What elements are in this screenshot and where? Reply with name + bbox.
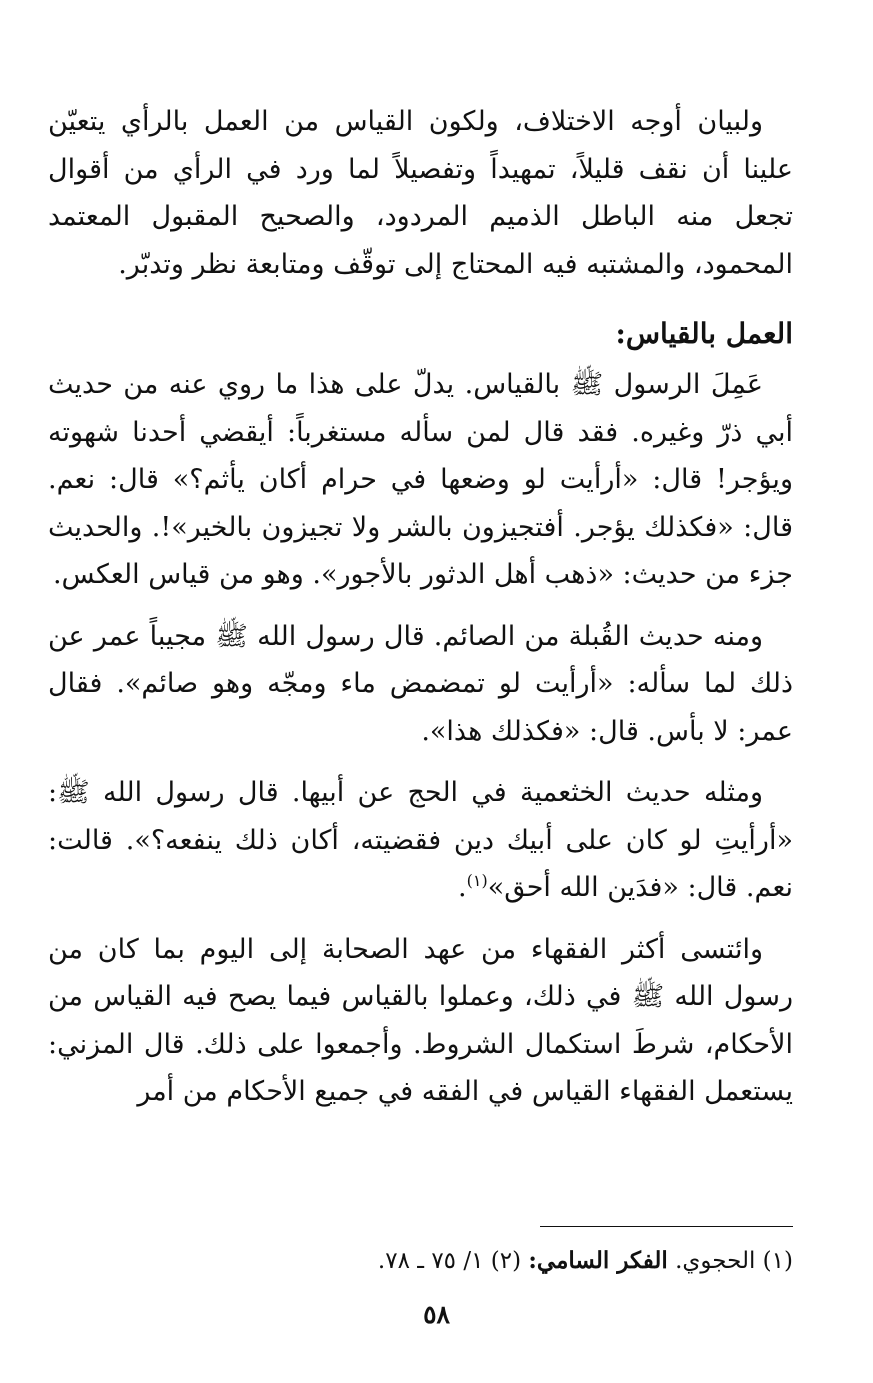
- footnote-book-title: الفكر السامي:: [528, 1247, 668, 1274]
- footnote: [93, 1244, 793, 1278]
- page-body: [48, 98, 793, 1116]
- paragraph-prophet-qiyas: عَمِلَ الرسول ﷺ بالقياس. يدلّ على هذا ما روي عنه من حديث أبي ذرّ وغيره. فقد قال لمن سأله مستغرباً: أيقضي أحدنا شهوته ويؤجر! قال: «أرأيت لو وضعها في حرام أكان يأثم؟» قال: نعم. قال: «فكذلك يؤجر. أفتجيزون بالشر ولا تجيزون بالخير»!. والحديث جزء من حديث: «ذهب أهل الدثور بالأجور». وهو من قياس العكس.: [48, 369, 793, 590]
- page-number: ٥٨: [423, 1300, 450, 1329]
- paragraph-khathamiya-hadith: [48, 769, 793, 912]
- paragraph-khathamiya-end: .: [458, 872, 467, 903]
- footnote-reference[interactable]: (١): [466, 871, 488, 890]
- footnote-author: الحجوي.: [675, 1248, 756, 1274]
- section-heading: العمل بالقياس:: [615, 317, 793, 350]
- paragraph-kiss-hadith: ومنه حديث القُبلة من الصائم. قال رسول الله ﷺ مجيباً عمر عن ذلك لما سأله: «أرأيت لو تمضمض ماء ومجّه وهو صائم». فقال عمر: لا بأس. قال: «فكذلك هذا».: [48, 620, 793, 747]
- footnote-citation: (٢) ١/ ٧٥ ـ ٧٨.: [377, 1248, 522, 1274]
- paragraph-intro: ولبيان أوجه الاختلاف، ولكون القياس من العمل بالرأي يتعيّن علينا أن نقف قليلاً، تمهيداً وتفصيلاً لما ورد في الرأي من أقوال تجعل منه الباطل الذميم المردود، والصحيح المقبول المعتمد المحمود، والمشتبه فيه المحتاج إلى توقّف ومتابعة نظر وتدبّر.: [48, 106, 793, 280]
- paragraph-jurists: وائتسى أكثر الفقهاء من عهد الصحابة إلى اليوم بما كان من رسول الله ﷺ في ذلك، وعملوا بالقياس فيما يصح فيه القياس من الأحكام، شرطَ استكمال الشروط. وأجمعوا على ذلك. قال المزني: يستعمل الفقهاء القياس في الفقه في جميع الأحكام من أمر: [48, 933, 793, 1107]
- footnote-number: (١): [762, 1248, 793, 1274]
- footnote-divider: [540, 1226, 793, 1227]
- paragraph-khathamiya-text: ومثله حديث الخثعمية في الحج عن أبيها. قال رسول الله ﷺ: «أرأيتِ لو كان على أبيك دين فقضيته، أكان ذلك ينفعه؟». قالت: نعم. قال: «فدَين الله أحق»: [48, 777, 793, 903]
